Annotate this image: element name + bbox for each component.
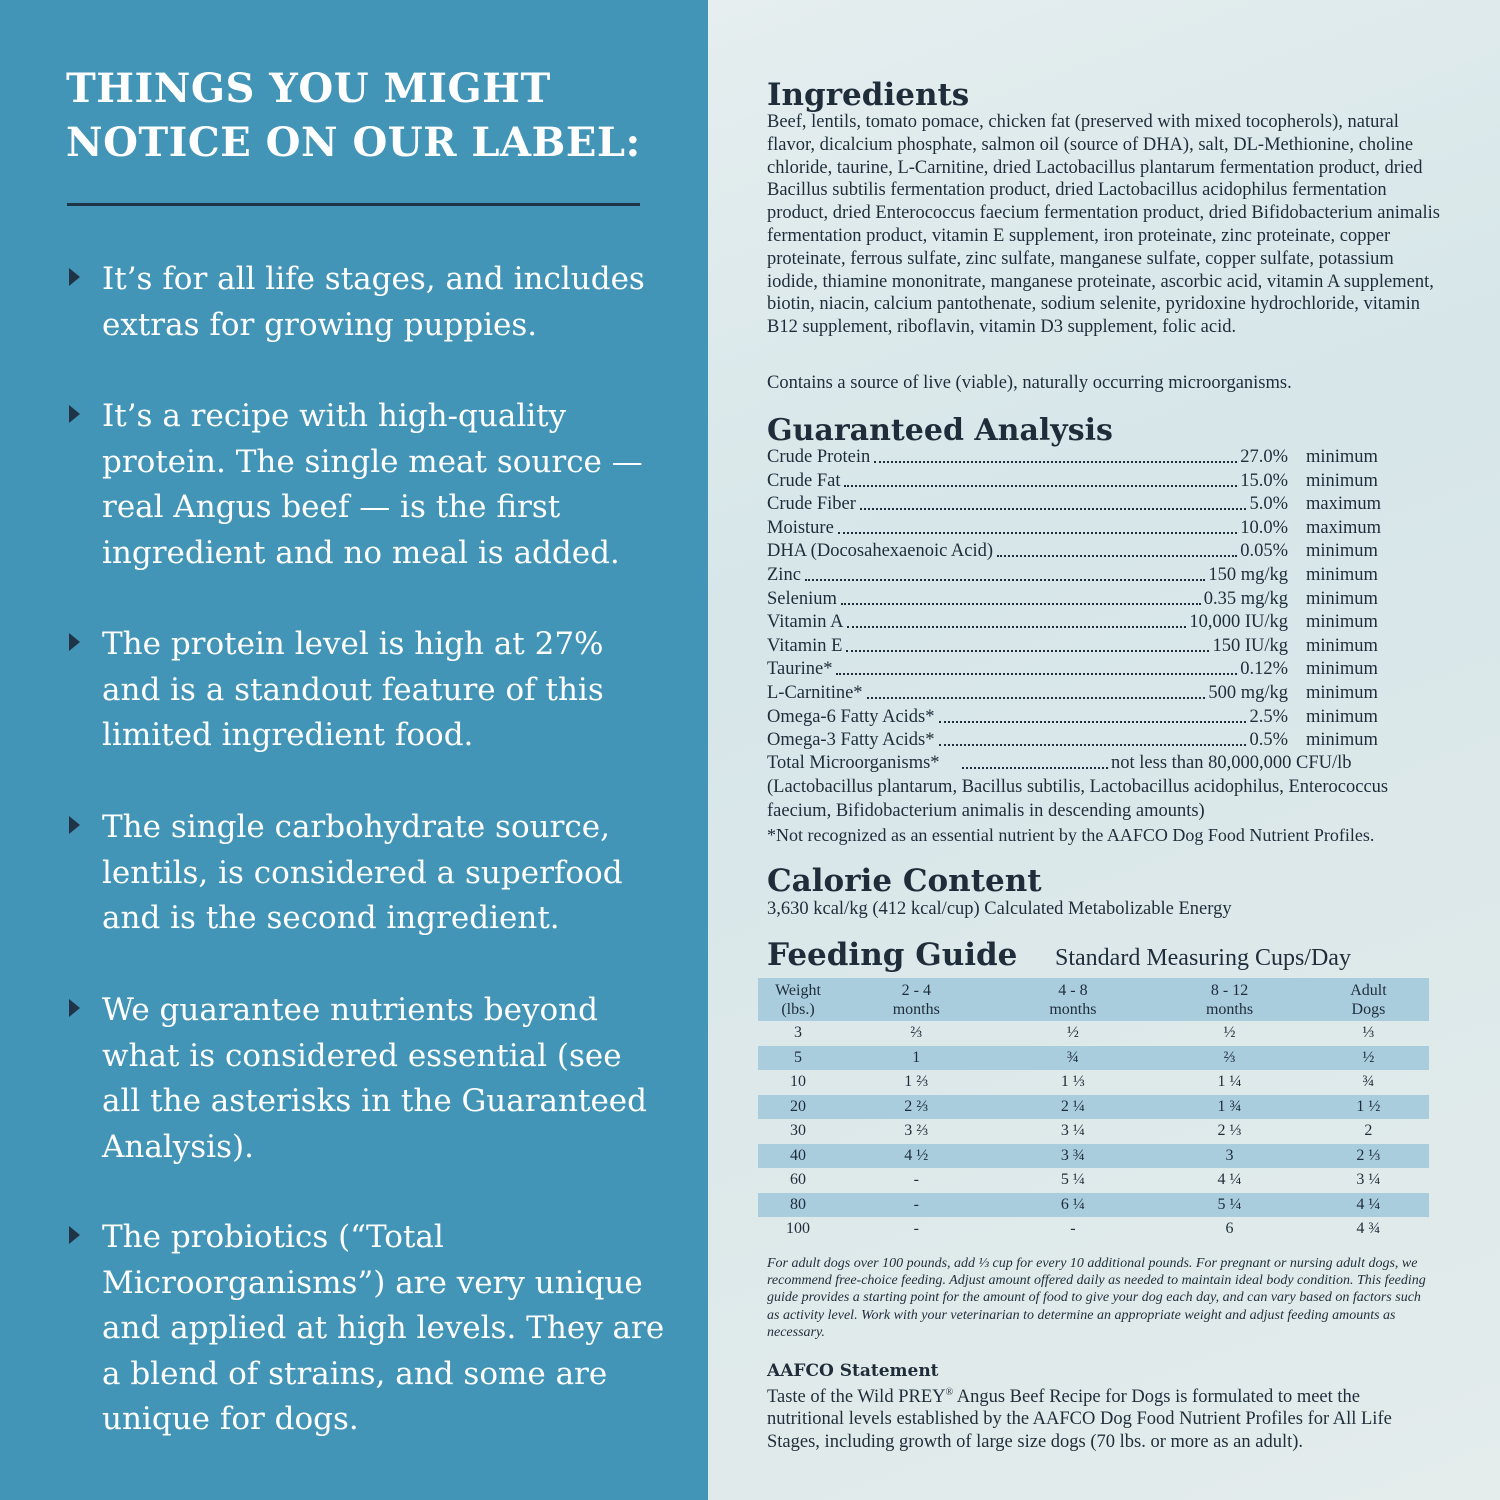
dot-leader — [846, 635, 1209, 652]
bullet-text: It’s a recipe with high-quality protein. The single meat source — real Angus beef — is the first ingredient and no meal is added. — [102, 398, 643, 571]
feeding-table-cell: 6 ¼ — [995, 1193, 1152, 1218]
analysis-row-name: Crude Protein — [767, 447, 871, 467]
analysis-row-name: Moisture — [767, 517, 834, 538]
analysis-row — [767, 470, 1407, 493]
analysis-row-type: minimum — [1306, 659, 1378, 680]
feeding-table-cell: ¾ — [995, 1046, 1152, 1071]
feeding-table-row — [758, 1046, 1429, 1071]
feeding-table-cell: 20 — [758, 1095, 838, 1120]
analysis-row-name: DHA (Docosahexaenoic Acid) — [767, 541, 994, 562]
analysis-row-name: Vitamin A — [767, 612, 844, 633]
dot-leader — [962, 752, 1108, 769]
feeding-table-cell: 4 ¼ — [1217, 1171, 1242, 1189]
analysis-row-name: Omega-6 Fatty Acids* — [767, 706, 935, 727]
analysis-row — [767, 682, 1407, 705]
dot-leader — [860, 493, 1246, 510]
analysis-row-name: Crude Fiber — [767, 494, 856, 515]
feeding-table-row — [758, 1144, 1429, 1169]
ingredients-heading: Ingredients — [767, 77, 970, 113]
triangle-bullet-icon — [69, 268, 80, 286]
analysis-row-name: Crude Fat — [767, 470, 841, 491]
analysis-row-type: minimum — [1306, 635, 1378, 656]
analysis-row — [767, 564, 1407, 587]
feeding-table-cell: 60 — [790, 1171, 806, 1189]
col-header-2-4-months: 2 - 4 months — [838, 978, 995, 1021]
title-line-1: THINGS YOU MIGHT — [66, 65, 551, 112]
feeding-table-cell: - — [913, 1220, 919, 1238]
feeding-table-cell: ¾ — [1362, 1073, 1375, 1091]
calorie-text: 3,630 kcal/kg (412 kcal/cup) Calculated Metabolizable Energy — [767, 899, 1232, 919]
feeding-table-cell: 1 ½ — [1308, 1095, 1429, 1120]
analysis-row — [767, 658, 1407, 681]
feeding-table-cell: 2 ⅔ — [838, 1095, 995, 1120]
analysis-row-value: 0.5% — [1249, 730, 1288, 751]
analysis-row-type: maximum — [1306, 517, 1382, 538]
feeding-table-cell: 80 — [758, 1193, 838, 1218]
feeding-table-row — [758, 1070, 1429, 1095]
analysis-row-type: minimum — [1306, 612, 1378, 633]
feeding-table-cell: 2 ¼ — [995, 1095, 1152, 1120]
analysis-row — [767, 706, 1407, 729]
feeding-table-cell: ½ — [1223, 1024, 1236, 1042]
feeding-table-row — [758, 1021, 1429, 1046]
analysis-row-value: 5.0% — [1249, 494, 1288, 515]
feeding-table-cell: 5 — [758, 1046, 838, 1071]
feeding-heading: Feeding Guide — [767, 937, 1018, 973]
analysis-row-value: 150 IU/kg — [1212, 635, 1288, 656]
aafco-heading: AAFCO Statement — [767, 1361, 939, 1381]
title-line-2: NOTICE ON OUR LABEL: — [66, 119, 641, 166]
feeding-table-cell: 10 — [790, 1073, 806, 1091]
aafco-text: Taste of the Wild PREY® Angus Beef Recipe for Dogs is formulated to meet the nutritional levels established by the AAFCO Dog Food Nutrient Profiles for All Life Stages, including growth of large size dogs (70 lbs. or more as an adult). — [767, 1387, 1392, 1452]
feeding-table-cell: 1 — [838, 1046, 995, 1071]
feeding-subheading: Standard Measuring Cups/Day — [1055, 945, 1351, 971]
feeding-table-cell: 3 ¾ — [995, 1144, 1152, 1169]
analysis-row-type: minimum — [1306, 541, 1378, 562]
analysis-row-type: minimum — [1306, 565, 1378, 585]
analysis-row-value: 500 mg/kg — [1208, 683, 1288, 703]
analysis-row-value: 0.35 mg/kg — [1203, 588, 1288, 609]
bullet-text: It’s for all life stages, and includes extras for growing puppies. — [102, 261, 645, 343]
left-panel — [0, 0, 708, 1500]
dot-leader — [939, 729, 1246, 746]
dot-leader — [844, 470, 1237, 487]
dot-leader — [847, 611, 1186, 628]
feeding-table-cell: ½ — [1308, 1046, 1429, 1071]
triangle-bullet-icon — [69, 405, 80, 423]
feeding-table-row — [758, 1095, 1429, 1120]
feeding-table-cell: 3 ¼ — [1356, 1171, 1381, 1189]
feeding-table-cell: ⅔ — [1151, 1046, 1308, 1071]
col-header-adult-dogs: Adult Dogs — [1308, 978, 1429, 1021]
feeding-table-row — [758, 1193, 1429, 1218]
analysis-row-name: Omega-3 Fatty Acids* — [767, 730, 935, 751]
feeding-table-cell: 100 — [786, 1220, 810, 1238]
col-header-8-12-months: 8 - 12 months — [1151, 978, 1308, 1021]
analysis-row-value: 27.0% — [1240, 447, 1288, 467]
feeding-table-cell: 6 — [1225, 1220, 1234, 1238]
feeding-table-header — [758, 978, 1429, 1021]
bullet-text: The single carbohydrate source, lentils, is considered a superfood and is the second ingredient. — [102, 809, 623, 936]
feeding-table-cell: 40 — [758, 1144, 838, 1169]
analysis-row-value: 2.5% — [1249, 706, 1288, 727]
analysis-row-microorganisms — [767, 752, 1407, 775]
dot-leader — [841, 588, 1201, 605]
feeding-table-cell: 4 ½ — [838, 1144, 995, 1169]
analysis-row-type: minimum — [1306, 706, 1378, 727]
col-header-4-8-months: 4 - 8 months — [995, 978, 1152, 1021]
triangle-bullet-icon — [69, 633, 80, 651]
dot-leader — [939, 706, 1246, 723]
label-panel — [708, 0, 1500, 1500]
triangle-bullet-icon — [69, 1226, 80, 1244]
bullet-text: The probiotics (“Total Microorganisms”) are very unique and applied at high levels. They are a blend of strains, and some are unique for dogs. — [102, 1219, 665, 1437]
triangle-bullet-icon — [69, 999, 80, 1017]
feeding-table-cell: 1 ⅔ — [904, 1073, 929, 1091]
analysis-row-type: minimum — [1306, 470, 1378, 491]
analysis-row-type: minimum — [1306, 730, 1378, 751]
feeding-table-cell: ½ — [1066, 1024, 1079, 1042]
title-divider — [67, 203, 640, 206]
analysis-row-value: 10.0% — [1240, 517, 1288, 538]
analysis-row-name: Total Microorganisms* — [767, 753, 940, 773]
calorie-heading: Calorie Content — [767, 863, 1042, 899]
feeding-table-cell: 3 — [794, 1024, 802, 1042]
analysis-row-name: Vitamin E — [767, 635, 843, 656]
feeding-table-row — [758, 1119, 1429, 1144]
analysis-row — [767, 517, 1407, 540]
dot-leader — [997, 540, 1237, 557]
feeding-table-cell: 3 ⅔ — [904, 1122, 929, 1140]
registered-mark: ® — [945, 1387, 954, 1398]
feeding-table-cell: 3 ¼ — [1060, 1122, 1085, 1140]
triangle-bullet-icon — [69, 816, 80, 834]
dot-leader — [805, 564, 1205, 581]
analysis-row — [767, 611, 1407, 634]
feeding-table-cell: ⅓ — [1362, 1024, 1375, 1042]
dot-leader — [867, 682, 1205, 699]
bullet-text: We guarantee nutrients beyond what is considered essential (see all the asterisks in the Guaranteed Analysis). — [102, 992, 647, 1165]
analysis-heading: Guaranteed Analysis — [767, 413, 1113, 448]
analysis-row-type: maximum — [1306, 494, 1382, 515]
ingredients-text: Beef, lentils, tomato pomace, chicken fat (preserved with mixed tocopherols), natural flavor, dicalcium phosphate, salmon oil (source of DHA), salt, DL-Methionine, choline chloride, taurine, L-Carnitine, dried Lactobacillus plantarum fermentation product, dried Bacillus subtilis fermentation product, dried Lactobacillus acidophilus fermentation product, dried Enterococcus faecium fermentation product, dried Bifidobacterium animalis fermentation product, vitamin E supplement, iron proteinate, zinc proteinate, copper proteinate, ferrous sulfate, zinc sulfate, manganese sulfate, copper sulfate, potassium iodide, thiamine mononitrate, manganese proteinate, ascorbic acid, vitamin A supplement, biotin, niacin, calcium pantothenate, sodium selenite, pyridoxine hydrochloride, vitamin B12 supplement, riboflavin, vitamin D3 supplement, folic acid. — [767, 112, 1440, 338]
dot-leader — [836, 658, 1237, 675]
analysis-row-name: Selenium — [767, 588, 837, 609]
feeding-table-cell: 1 ¼ — [1217, 1073, 1242, 1091]
col-header-weight: Weight (lbs.) — [758, 978, 838, 1021]
analysis-row-value: not less than 80,000,000 CFU/lb — [1111, 753, 1352, 773]
feeding-note: For adult dogs over 100 pounds, add ⅓ cup for every 10 additional pounds. For pregnant or nursing adult dogs, we recommend free-choice feeding. Adjust amount offered daily as needed to maintain ideal body condition. This feeding guide provides a starting point for the amount of food to give your dog each day, and can vary based on factors such as activity level. Work with your veterinarian to determine an appropriate weight and adjust feeding amounts as necessary. — [767, 1256, 1426, 1340]
dot-leader — [838, 517, 1237, 534]
feeding-table-cell: 1 ⅓ — [1060, 1073, 1085, 1091]
microorganisms-note: Contains a source of live (viable), naturally occurring microorganisms. — [767, 373, 1292, 393]
feeding-table-row — [758, 1168, 1429, 1193]
analysis-row — [767, 446, 1407, 469]
analysis-row-value: 0.05% — [1240, 541, 1288, 562]
feeding-table-row — [758, 1217, 1429, 1242]
feeding-table-cell: 4 ¾ — [1356, 1220, 1381, 1238]
analysis-footnote: *Not recognized as an essential nutrient by the AAFCO Dog Food Nutrient Profiles. — [767, 825, 1375, 845]
analysis-row-type: minimum — [1306, 588, 1378, 609]
feeding-table-cell: 2 — [1364, 1122, 1373, 1140]
feeding-table — [758, 978, 1429, 1242]
bullet-text: The protein level is high at 27% and is a standout feature of this limited ingredient food. — [102, 626, 604, 753]
feeding-table-cell: 5 ¼ — [1060, 1171, 1085, 1189]
dot-leader — [874, 446, 1237, 463]
page-title — [66, 62, 641, 170]
feeding-table-cell: - — [838, 1193, 995, 1218]
feeding-table-cell: 1 ¾ — [1151, 1095, 1308, 1120]
feeding-table-cell: 2 ⅓ — [1308, 1144, 1429, 1169]
feeding-table-cell: 2 ⅓ — [1217, 1122, 1242, 1140]
analysis-row — [767, 540, 1407, 563]
feeding-table-cell: - — [913, 1171, 919, 1189]
analysis-row — [767, 635, 1407, 658]
analysis-row — [767, 729, 1407, 752]
analysis-row-name: L-Carnitine* — [767, 683, 863, 703]
analysis-row — [767, 493, 1407, 516]
analysis-row-type: minimum — [1306, 683, 1378, 703]
feeding-table-cell: - — [1070, 1220, 1076, 1238]
feeding-table-cell: ⅔ — [910, 1024, 923, 1042]
analysis-row-value: 150 mg/kg — [1208, 565, 1288, 585]
analysis-row — [767, 588, 1407, 611]
analysis-row-value: 15.0% — [1240, 470, 1288, 491]
analysis-row-name: Taurine* — [767, 659, 833, 680]
analysis-row-name: Zinc — [767, 565, 801, 585]
feeding-table-cell: 5 ¼ — [1151, 1193, 1308, 1218]
microorganism-strains: (Lactobacillus plantarum, Bacillus subtilis, Lactobacillus acidophilus, Enterococcus faecium, Bifidobacterium animalis in descending amounts) — [767, 777, 1389, 821]
analysis-row-type: minimum — [1306, 447, 1378, 467]
analysis-row-value: 0.12% — [1240, 659, 1288, 680]
feeding-table-cell: 3 — [1151, 1144, 1308, 1169]
feeding-table-cell: 4 ¼ — [1308, 1193, 1429, 1218]
analysis-row-value: 10,000 IU/kg — [1189, 612, 1288, 633]
feeding-table-cell: 30 — [790, 1122, 806, 1140]
